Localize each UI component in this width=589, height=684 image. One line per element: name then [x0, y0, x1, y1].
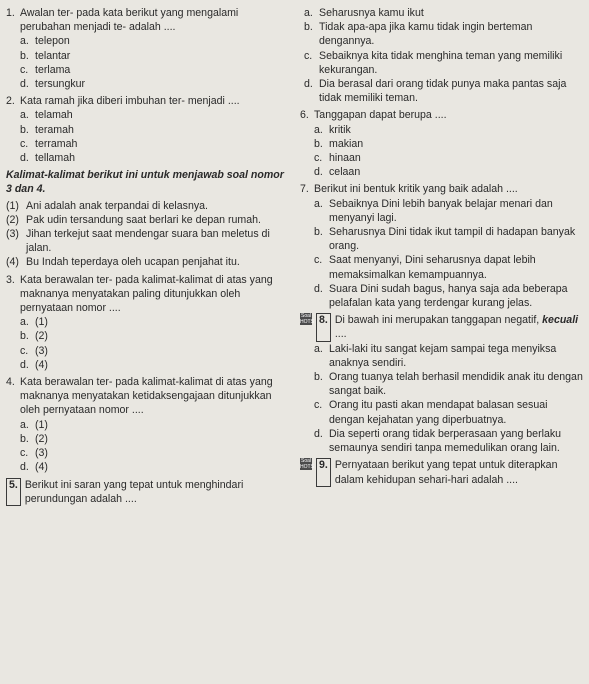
option[interactable]: a. (1) [20, 316, 48, 329]
option[interactable]: c. terramah [20, 137, 78, 150]
question-6 [300, 108, 585, 122]
option[interactable]: a. Laki-laki itu sangat kejam sampai tega menyiksa anaknya sendiri. [314, 342, 557, 369]
question-text: Berikut ini saran yang tepat untuk menghindari perundungan adalah .... [24, 478, 244, 505]
right-column [296, 0, 589, 487]
q6-options [314, 123, 585, 180]
left-column [0, 0, 288, 506]
option[interactable]: c. Saat menyanyi, Dini seharusnya dapat lebih memaksimalkan kemampuannya. [314, 254, 536, 281]
option[interactable]: a. Sebaiknya Dini lebih banyak belajar menari dan menyanyi lagi. [314, 197, 553, 224]
question-text: Awalan ter- pada kata berikut yang mengalami perubahan menjadi te- adalah .... [20, 7, 239, 34]
question-2 [6, 94, 288, 108]
option[interactable]: c. (3) [20, 344, 48, 357]
option[interactable]: a. kritik [314, 123, 351, 136]
q7-options [314, 197, 585, 311]
option[interactable]: d. tellamah [20, 152, 76, 165]
option[interactable]: d. (4) [20, 358, 48, 371]
statement: (1) Ani adalah anak terpandai di kelasnya. [6, 199, 208, 212]
q4-options [20, 418, 288, 475]
question-9 [300, 458, 585, 486]
option[interactable]: b. (2) [20, 330, 48, 343]
question-text: Di bawah ini merupakan tanggapan negatif, kecuali .... [334, 314, 579, 341]
statement: (3) Jihan terkejut saat mendengar suara ban meletus di jalan. [6, 228, 270, 255]
question-number: 2. [6, 95, 15, 108]
option[interactable]: c. hinaan [314, 152, 361, 165]
question-number: 3. [6, 273, 15, 286]
statement: (2) Pak udin tersandung saat berlari ke depan rumah. [6, 213, 261, 226]
question-number: 5. [6, 478, 21, 506]
option[interactable]: a. Seharusnya kamu ikut [304, 7, 424, 19]
hots-badge-icon: Soal HOTS [300, 313, 314, 326]
option[interactable]: b. teramah [20, 123, 74, 136]
option[interactable]: d. Dia seperti orang tidak berperasaan yang berlaku semaunya sendiri tanpa memedulikan orang lain. [314, 427, 562, 455]
option[interactable]: b. Seharusnya Dini tidak ikut tampil di hadapan banyak orang. [314, 226, 576, 253]
question-text: Kata ramah jika diberi imbuhan ter- menjadi .... [20, 95, 240, 108]
question-number: 4. [6, 376, 15, 389]
option[interactable]: b. Orang tuanya telah berhasil mendidik anak itu dengan sangat baik. [314, 371, 583, 398]
option[interactable]: d. Suara Dini sudah bagus, hanya saja ada beberapa pelafalan kata yang terdengar kurang jelas. [314, 282, 568, 310]
question-1 [6, 6, 288, 34]
option[interactable]: c. Sebaiknya kita tidak menghina teman yang memiliki kekurangan. [304, 49, 563, 76]
option[interactable]: a. (1) [20, 418, 48, 431]
statement-list [6, 199, 288, 270]
question-number: 1. [6, 7, 15, 19]
option[interactable]: d. celaan [314, 166, 361, 179]
option[interactable]: d. (4) [20, 461, 48, 474]
question-text: Kata berawalan ter- pada kalimat-kalimat di atas yang maknanya menyatakan ketidaksengajaan ditunjukkan oleh pernyataan nomor .... [20, 376, 273, 417]
option[interactable]: a. telepon [20, 35, 70, 48]
option[interactable]: b. makian [314, 137, 364, 150]
option[interactable]: c. terlama [20, 63, 71, 76]
statement: (4) Bu Indah teperdaya oleh ucapan penjahat itu. [6, 256, 240, 269]
question-number: 9. [316, 458, 331, 486]
question-5 [0, 478, 288, 506]
option[interactable]: a. telamah [20, 109, 73, 122]
option[interactable]: d. tersungkur [20, 78, 86, 91]
q2-options [20, 108, 288, 165]
option[interactable]: b. telantar [20, 49, 71, 62]
option[interactable]: b. (2) [20, 432, 48, 445]
option[interactable]: d. Dia berasal dari orang tidak punya maka pantas saja tidak memiliki teman. [304, 78, 567, 105]
question-number: 7. [300, 183, 309, 196]
option[interactable]: b. Tidak apa-apa jika kamu tidak ingin berteman dengannya. [304, 21, 533, 48]
question-7 [300, 182, 585, 196]
question-8 [300, 313, 585, 341]
question-number: 6. [300, 109, 309, 122]
question-number: 8. [316, 313, 331, 341]
q1-options [20, 34, 288, 91]
option[interactable]: c. (3) [20, 447, 48, 460]
q3-options [20, 315, 288, 372]
question-text: Kata berawalan ter- pada kalimat-kalimat di atas yang maknanya menyatakan paling ditunjukkan oleh pernyataan nomor .... [20, 273, 273, 315]
instruction-text: Kalimat-kalimat berikut ini untuk menjawab soal nomor 3 dan 4. [6, 169, 284, 196]
hots-badge-icon: Soal HOTS [300, 458, 314, 471]
question-text: Pernyataan berikut yang tepat untuk diterapkan dalam kehidupan sehari-hari adalah .... [334, 459, 558, 486]
carry-over-options [304, 6, 585, 105]
question-3 [6, 273, 288, 316]
question-text: Berikut ini bentuk kritik yang baik adalah .... [314, 183, 518, 196]
option[interactable]: c. Orang itu pasti akan mendapat balasan sesuai dengan kejahatan yang diperbuatnya. [314, 399, 548, 426]
question-4 [6, 375, 288, 418]
question-text: Tanggapan dapat berupa .... [314, 109, 447, 122]
q8-options [314, 342, 585, 456]
